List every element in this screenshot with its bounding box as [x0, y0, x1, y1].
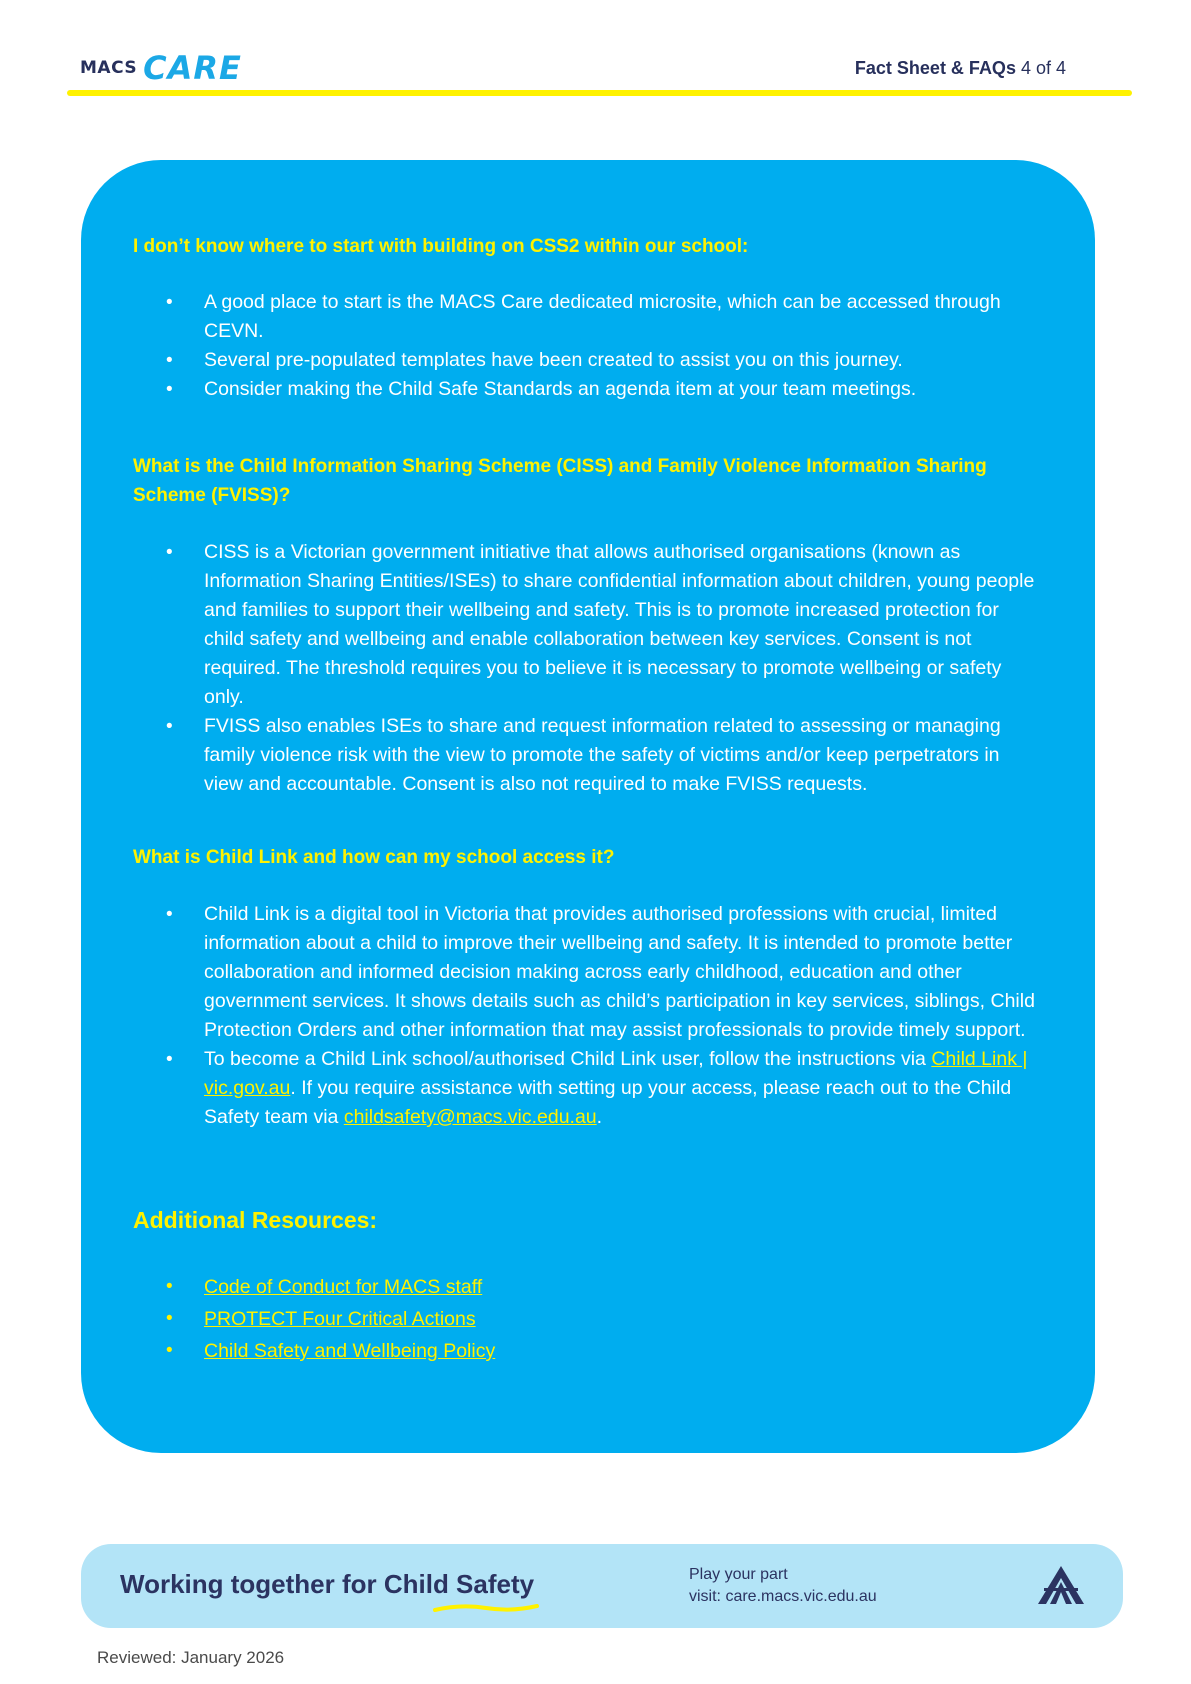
bullet-dot: •: [166, 379, 173, 400]
macs-tent-icon: [1036, 1564, 1086, 1608]
section-title-ciss: What is the Child Information Sharing Scheme (CISS) and Family Violence Information Sharing Scheme (FVISS)?: [133, 456, 987, 506]
list-item: [81, 900, 1041, 1045]
list-item: [81, 712, 1041, 799]
child-safety-policy-link[interactable]: Child Safety and Wellbeing Policy: [204, 1340, 496, 1362]
ciss-bullets: [81, 538, 1041, 799]
resources-title: Additional Resources:: [133, 1207, 378, 1233]
footer-banner: [81, 1544, 1123, 1628]
bullet-dot: •: [166, 542, 173, 563]
child-link-gov-link[interactable]: Child Link | vic.gov.au: [204, 1048, 1028, 1099]
list-item: [81, 288, 1041, 346]
macs-care-logo: [80, 48, 242, 88]
childsafety-email-link[interactable]: childsafety@macs.vic.edu.au: [343, 1106, 597, 1128]
list-item: [81, 346, 1041, 375]
bullet-text: Several pre-populated templates have been created to assist you on this journey.: [204, 349, 903, 371]
bullet-dot: •: [166, 904, 173, 925]
logo-macs-text: MACS: [80, 58, 138, 78]
bullet-text: Consider making the Child Safe Standards an agenda item at your team meetings.: [204, 378, 917, 400]
list-item: [81, 1271, 1041, 1303]
logo-care-text: CARE: [143, 49, 242, 87]
bullet-dot: •: [166, 1340, 173, 1361]
bullet-text: FVISS also enables ISEs to share and request information related to assessing or managing family violence risk with the view to promote the safety of victims and/or keep perpetrators in view and accountable. Consent is also not required to make FVISS requests.: [204, 715, 1001, 795]
bullet-dot: •: [166, 716, 173, 737]
list-item: [81, 375, 1041, 404]
resources-links: [81, 1271, 1041, 1367]
bullet-dot: •: [166, 1276, 173, 1297]
page-header: [67, 48, 1132, 98]
bullet-text: CISS is a Victorian government initiative that allows authorised organisations (known as Information Sharing Entities/ISEs) to share confidential information about children, young people and families to support their wellbeing and safety. This is to promote increased protection for child safety and wellbeing and enable collaboration between key services. Consent is not required. The threshold requires you to believe it is necessary to promote wellbeing or safety only.: [204, 541, 1035, 708]
play-line-2: visit: care.macs.vic.edu.au: [689, 1588, 877, 1605]
footer-slogan: Working together for Child Safety: [120, 1569, 535, 1599]
bullet-text: To become a Child Link school/authorised Child Link user, follow the instructions via: [204, 1048, 932, 1070]
faq-card: [81, 160, 1095, 1453]
bullet-text: A good place to start is the MACS Care dedicated microsite, which can be accessed through CEVN.: [204, 291, 1001, 342]
bullet-text: . If you require assistance with setting up your access, please reach out to the Child Safety team via: [204, 1077, 1012, 1128]
section-title-child-link: What is Child Link and how can my school access it?: [133, 847, 615, 868]
bullet-text: .: [596, 1106, 603, 1128]
play-your-part: [689, 1564, 877, 1608]
list-item: [81, 538, 1041, 712]
bullet-text: Child Link is a digital tool in Victoria that provides authorised professions with crucial, limited information about a child to improve their wellbeing and safety. It is intended to promote better collaboration and informed decision making across early childhood, education and other government services. It shows details such as child’s participation in key services, siblings, Child Protection Orders and other information that may assist professionals to provide timely support.: [204, 903, 1035, 1041]
bullet-dot: •: [166, 1308, 173, 1329]
list-item: [81, 1335, 1041, 1367]
bullet-dot: •: [166, 1049, 173, 1070]
page-number: 4 of 4: [1015, 58, 1066, 78]
list-item: [81, 1303, 1041, 1335]
protect-actions-link[interactable]: PROTECT Four Critical Actions: [204, 1308, 476, 1330]
list-item: [81, 1045, 1041, 1132]
reviewed-date: Reviewed: January 2026: [97, 1648, 285, 1667]
play-line-1: Play your part: [689, 1566, 788, 1583]
code-of-conduct-link[interactable]: Code of Conduct for MACS staff: [204, 1276, 483, 1298]
yellow-squiggle: [431, 1602, 541, 1614]
bullet-dot: •: [166, 350, 173, 371]
css2-bullets: [81, 288, 1041, 404]
section-title-css2: I don’t know where to start with building on CSS2 within our school:: [133, 236, 749, 257]
header-divider: [67, 90, 1132, 96]
doc-type: Fact Sheet & FAQs: [854, 58, 1016, 78]
bullet-dot: •: [166, 292, 173, 313]
page-label: [855, 58, 1066, 79]
child-link-bullets: [81, 900, 1041, 1132]
